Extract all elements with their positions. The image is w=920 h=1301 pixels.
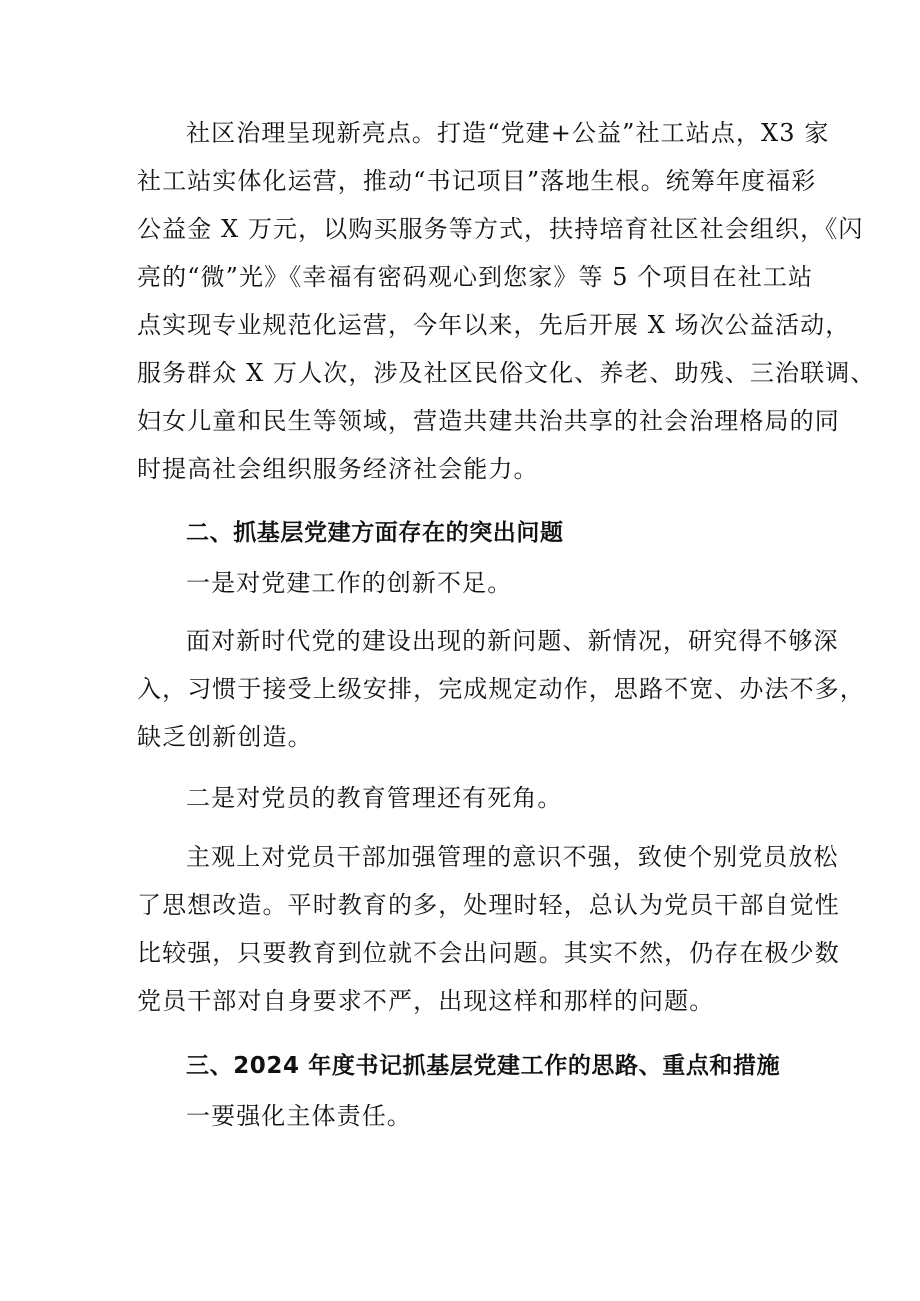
subheading-innovation: 一是对党建工作的创新不足。	[186, 569, 513, 597]
text-line: 缺乏创新创造。	[137, 723, 313, 751]
text-line: 入，习惯于接受上级安排，完成规定动作，思路不宽、办法不多，	[137, 675, 865, 703]
subheading-education: 二是对党员的教育管理还有死角。	[186, 784, 563, 812]
text-line: 妇女儿童和民生等领域，营造共建共治共享的社会治理格局的同	[137, 407, 840, 435]
section-heading-problems: 二、抓基层党建方面存在的突出问题	[186, 520, 564, 546]
text-line: 亮的“微”光》《幸福有密码观心到您家》等 5 个项目在社工站	[137, 263, 814, 291]
text-line: 比较强，只要教育到位就不会出问题。其实不然，仍存在极少数	[137, 939, 840, 967]
text-line: 主观上对党员干部加强管理的意识不强，致使个别党员放松	[186, 843, 839, 871]
section-heading-plan: 三、2024 年度书记抓基层党建工作的思路、重点和措施	[186, 1053, 781, 1079]
text-line: 面对新时代党的建设出现的新问题、新情况，研究得不够深	[186, 627, 839, 655]
text-line: 时提高社会组织服务经济社会能力。	[137, 455, 539, 483]
text-line: 点实现专业规范化运营，今年以来，先后开展 X 场次公益活动，	[137, 311, 851, 339]
text-line: 社工站实体化运营，推动“书记项目”落地生根。统筹年度福彩	[137, 167, 817, 195]
text-line: 党员干部对自身要求不严，出现这样和那样的问题。	[137, 987, 715, 1015]
text-line: 公益金 X 万元，以购买服务等方式，扶持培育社区社会组织，《闪	[137, 215, 864, 243]
text-line: 了思想改造。平时教育的多，处理时轻，总认为党员干部自觉性	[137, 891, 840, 919]
text-line: 社区治理呈现新亮点。打造“党建+公益”社工站点，X3 家	[186, 119, 830, 147]
subheading-responsibility: 一要强化主体责任。	[186, 1102, 412, 1130]
text-line: 服务群众 X 万人次，涉及社区民俗文化、养老、助残、三治联调、	[137, 359, 876, 387]
